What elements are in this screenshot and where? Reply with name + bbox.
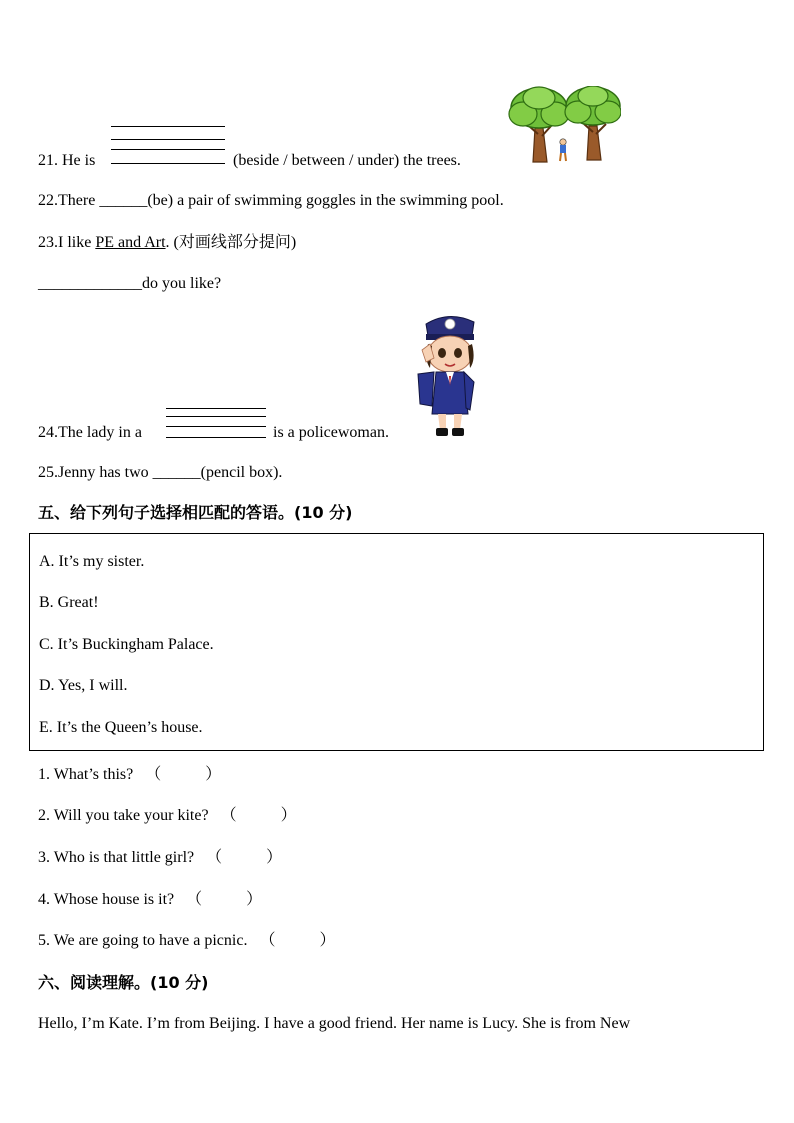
answer-blank[interactable]: ______ — [99, 192, 148, 209]
question-number: 24 — [38, 424, 54, 441]
question-25 — [38, 463, 282, 483]
answer-paren-open[interactable]: （ — [206, 849, 223, 866]
question-text: 4. Whose house is it? — [38, 891, 175, 908]
question-22 — [38, 191, 504, 211]
boy-icon — [560, 139, 566, 161]
question-text-after: (pencil box). — [200, 464, 283, 481]
question-text: 1. What’s this? — [38, 766, 134, 783]
answer-paren-close: ） — [280, 807, 297, 824]
question-text-after: . (对画线部分提问) — [165, 234, 297, 251]
answer-paren-close: ） — [319, 932, 336, 949]
question-text-before: .The lady in a — [54, 424, 142, 441]
answer-options-box — [29, 533, 764, 751]
option-d: D. Yes, I will. — [39, 677, 128, 694]
answer-paren-open[interactable]: （ — [145, 766, 162, 783]
reading-passage: Hello, I’m Kate. I’m from Beijing. I have a good friend. Her name is Lucy. She is from New — [38, 1015, 631, 1032]
question-number: 25 — [38, 464, 54, 481]
option-a: A. It’s my sister. — [39, 553, 145, 570]
match-question-1 — [38, 765, 221, 785]
question-23-answer-line — [38, 274, 221, 294]
answer-blank[interactable]: ______ — [152, 464, 201, 481]
tree-right-icon — [565, 86, 621, 160]
question-number: 23 — [38, 234, 54, 251]
answer-text-after: do you like? — [142, 275, 222, 292]
answer-paren-open[interactable]: （ — [186, 891, 203, 908]
answer-paren-open[interactable]: （ — [220, 807, 237, 824]
question-text-before: .I like — [54, 234, 92, 251]
answer-paren-open[interactable]: （ — [259, 932, 276, 949]
question-number: 21 — [38, 152, 54, 169]
question-24 — [38, 423, 142, 443]
question-text-before: . He is — [54, 152, 96, 169]
question-21 — [38, 151, 95, 171]
question-text: 2. Will you take your kite? — [38, 807, 209, 824]
section-6-heading: 六、阅读理解。(10 分) — [38, 973, 209, 992]
match-question-3 — [38, 848, 282, 868]
answer-blank-stack[interactable] — [111, 125, 225, 165]
option-b: B. Great! — [39, 594, 99, 611]
answer-paren-close: ） — [205, 766, 222, 783]
question-23 — [38, 233, 296, 253]
option-e: E. It’s the Queen’s house. — [39, 719, 203, 736]
question-text-before: .There — [54, 192, 96, 209]
policewoman-icon — [418, 316, 474, 436]
question-text-before: .Jenny has two — [54, 464, 149, 481]
answer-blank[interactable]: _____________ — [38, 275, 142, 292]
underlined-phrase: PE and Art — [95, 234, 166, 251]
answer-blank-stack[interactable] — [166, 408, 266, 440]
match-question-2 — [38, 806, 297, 826]
option-c: C. It’s Buckingham Palace. — [39, 636, 214, 653]
question-number: 22 — [38, 192, 54, 209]
answer-paren-close: ） — [266, 849, 283, 866]
question-24-text-after: is a policewoman. — [273, 424, 389, 441]
question-21-text-after: (beside / between / under) the trees. — [233, 152, 461, 169]
question-text: 5. We are going to have a picnic. — [38, 932, 248, 949]
answer-paren-close: ） — [246, 891, 263, 908]
match-question-5 — [38, 931, 335, 951]
section-5-heading: 五、给下列句子选择相匹配的答语。(10 分) — [38, 503, 353, 522]
trees-illustration — [505, 86, 621, 166]
question-text: 3. Who is that little girl? — [38, 849, 195, 866]
policewoman-illustration — [412, 310, 486, 440]
match-question-4 — [38, 890, 262, 910]
question-text-after: (be) a pair of swimming goggles in the swimming pool. — [147, 192, 504, 209]
